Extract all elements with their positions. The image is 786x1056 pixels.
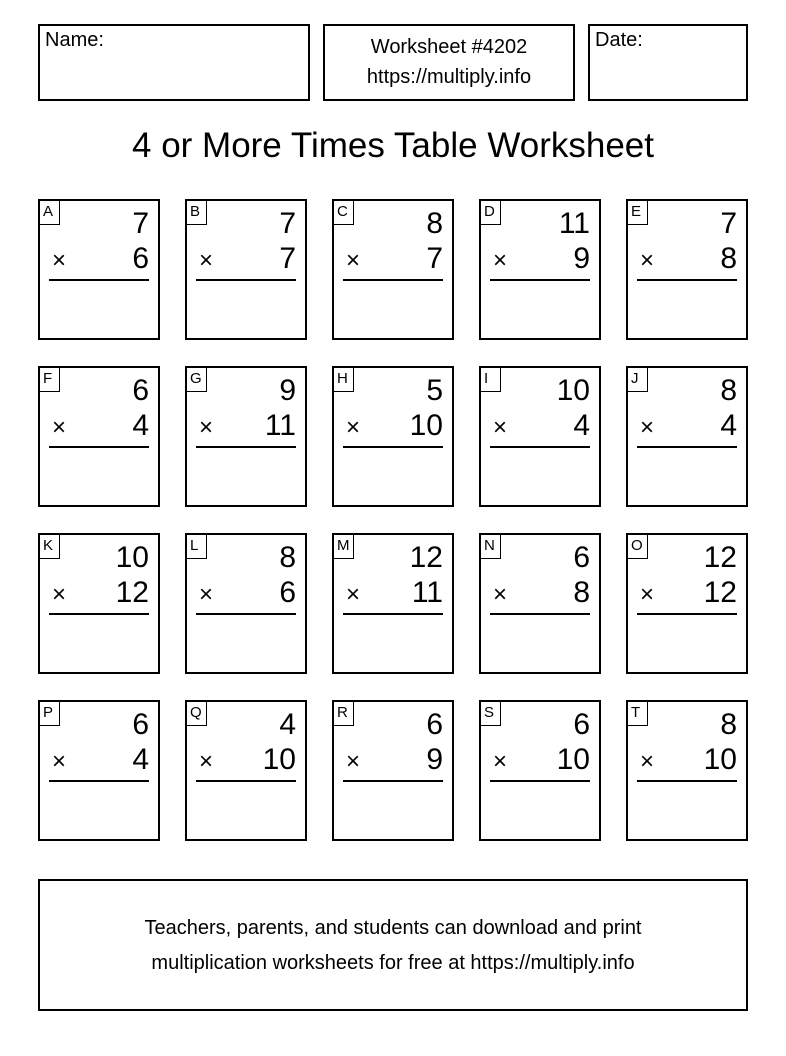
problem-label: B <box>187 201 207 225</box>
problem-label: Q <box>187 702 207 726</box>
worksheet-url: https://multiply.info <box>366 66 532 88</box>
problem-label: S <box>481 702 501 726</box>
answer-line <box>196 446 296 448</box>
multiplier: 4 <box>132 409 149 442</box>
problem-label: R <box>334 702 354 726</box>
multiplier: 6 <box>132 242 149 275</box>
answer-line <box>196 780 296 782</box>
times-sign: × <box>640 581 655 608</box>
multiplicand: 8 <box>720 708 737 741</box>
problem-card[interactable] <box>38 199 160 340</box>
multiplicand: 6 <box>132 708 149 741</box>
times-sign: × <box>52 414 67 441</box>
footer-line-1: Teachers, parents, and students can download and print <box>144 917 642 939</box>
times-sign: × <box>640 748 655 775</box>
times-sign: × <box>199 414 214 441</box>
answer-line <box>490 279 590 281</box>
multiplier: 7 <box>426 242 443 275</box>
answer-line <box>490 613 590 615</box>
problem-label: M <box>334 535 354 559</box>
problem-label: D <box>481 201 501 225</box>
page-title: 4 or More Times Table Worksheet <box>132 126 654 165</box>
multiplier: 4 <box>720 409 737 442</box>
times-sign: × <box>640 414 655 441</box>
times-sign: × <box>346 581 361 608</box>
multiplicand: 5 <box>426 374 443 407</box>
multiplier: 8 <box>573 576 590 609</box>
problem-card[interactable] <box>626 533 748 674</box>
multiplier: 6 <box>279 576 296 609</box>
problem-label: K <box>40 535 60 559</box>
multiplicand: 8 <box>720 374 737 407</box>
multiplicand: 9 <box>279 374 296 407</box>
worksheet-info-box <box>323 24 575 101</box>
problem-card[interactable] <box>38 366 160 507</box>
multiplicand: 8 <box>426 207 443 240</box>
multiplier: 8 <box>720 242 737 275</box>
times-sign: × <box>52 581 67 608</box>
answer-line <box>637 279 737 281</box>
times-sign: × <box>199 581 214 608</box>
problem-card[interactable] <box>185 533 307 674</box>
multiplicand: 6 <box>573 708 590 741</box>
multiplicand: 8 <box>279 541 296 574</box>
problem-card[interactable] <box>626 366 748 507</box>
times-sign: × <box>52 247 67 274</box>
problem-card[interactable] <box>185 700 307 841</box>
problem-card[interactable] <box>479 700 601 841</box>
multiplier: 10 <box>703 743 737 776</box>
problem-label: F <box>40 368 60 392</box>
multiplicand: 12 <box>703 541 737 574</box>
multiplier: 10 <box>262 743 296 776</box>
problem-label: T <box>628 702 648 726</box>
multiplicand: 4 <box>279 708 296 741</box>
multiplier: 9 <box>426 743 443 776</box>
problem-card[interactable] <box>332 533 454 674</box>
problem-card[interactable] <box>332 366 454 507</box>
times-sign: × <box>493 581 508 608</box>
times-sign: × <box>346 247 361 274</box>
answer-line <box>49 613 149 615</box>
multiplicand: 12 <box>409 541 443 574</box>
problem-card[interactable] <box>38 700 160 841</box>
problem-label: L <box>187 535 207 559</box>
answer-line <box>490 780 590 782</box>
answer-line <box>49 446 149 448</box>
multiplier: 11 <box>264 409 296 442</box>
answer-line <box>637 613 737 615</box>
problem-label: C <box>334 201 354 225</box>
multiplicand: 7 <box>720 207 737 240</box>
problem-label: E <box>628 201 648 225</box>
multiplicand: 11 <box>558 207 590 240</box>
problem-card[interactable] <box>332 199 454 340</box>
problem-card[interactable] <box>479 533 601 674</box>
multiplier: 11 <box>411 576 443 609</box>
problem-label: I <box>481 368 501 392</box>
multiplicand: 6 <box>426 708 443 741</box>
times-sign: × <box>346 414 361 441</box>
problem-label: N <box>481 535 501 559</box>
answer-line <box>343 780 443 782</box>
answer-line <box>49 780 149 782</box>
date-label: Date: <box>595 29 643 51</box>
problem-card[interactable] <box>626 700 748 841</box>
multiplicand: 6 <box>573 541 590 574</box>
multiplier: 9 <box>573 242 590 275</box>
times-sign: × <box>346 748 361 775</box>
date-field[interactable] <box>588 24 748 101</box>
problem-card[interactable] <box>479 199 601 340</box>
problem-card[interactable] <box>38 533 160 674</box>
multiplicand: 7 <box>132 207 149 240</box>
multiplicand: 10 <box>115 541 149 574</box>
multiplicand: 10 <box>556 374 590 407</box>
footer-box <box>38 879 748 1011</box>
answer-line <box>490 446 590 448</box>
times-sign: × <box>493 414 508 441</box>
worksheet-number: Worksheet #4202 <box>370 36 528 58</box>
answer-line <box>637 446 737 448</box>
problem-card[interactable] <box>479 366 601 507</box>
problem-label: J <box>628 368 648 392</box>
problem-label: A <box>40 201 60 225</box>
times-sign: × <box>199 748 214 775</box>
answer-line <box>343 613 443 615</box>
times-sign: × <box>199 247 214 274</box>
multiplier: 4 <box>132 743 149 776</box>
multiplicand: 6 <box>132 374 149 407</box>
problem-card[interactable] <box>626 199 748 340</box>
times-sign: × <box>493 247 508 274</box>
footer-line-2: multiplication worksheets for free at https://multiply.info <box>151 952 635 974</box>
problem-card[interactable] <box>185 199 307 340</box>
name-label: Name: <box>45 29 104 51</box>
problem-label: O <box>628 535 648 559</box>
multiplier: 7 <box>279 242 296 275</box>
answer-line <box>637 780 737 782</box>
multiplier: 12 <box>703 576 737 609</box>
multiplicand: 7 <box>279 207 296 240</box>
multiplier: 10 <box>556 743 590 776</box>
problem-label: H <box>334 368 354 392</box>
multiplier: 12 <box>115 576 149 609</box>
answer-line <box>49 279 149 281</box>
multiplier: 10 <box>409 409 443 442</box>
problem-card[interactable] <box>332 700 454 841</box>
multiplier: 4 <box>573 409 590 442</box>
problem-label: G <box>187 368 207 392</box>
problem-label: P <box>40 702 60 726</box>
times-sign: × <box>52 748 67 775</box>
times-sign: × <box>493 748 508 775</box>
problem-card[interactable] <box>185 366 307 507</box>
answer-line <box>196 613 296 615</box>
answer-line <box>343 446 443 448</box>
answer-line <box>196 279 296 281</box>
name-field[interactable] <box>38 24 310 101</box>
answer-line <box>343 279 443 281</box>
times-sign: × <box>640 247 655 274</box>
